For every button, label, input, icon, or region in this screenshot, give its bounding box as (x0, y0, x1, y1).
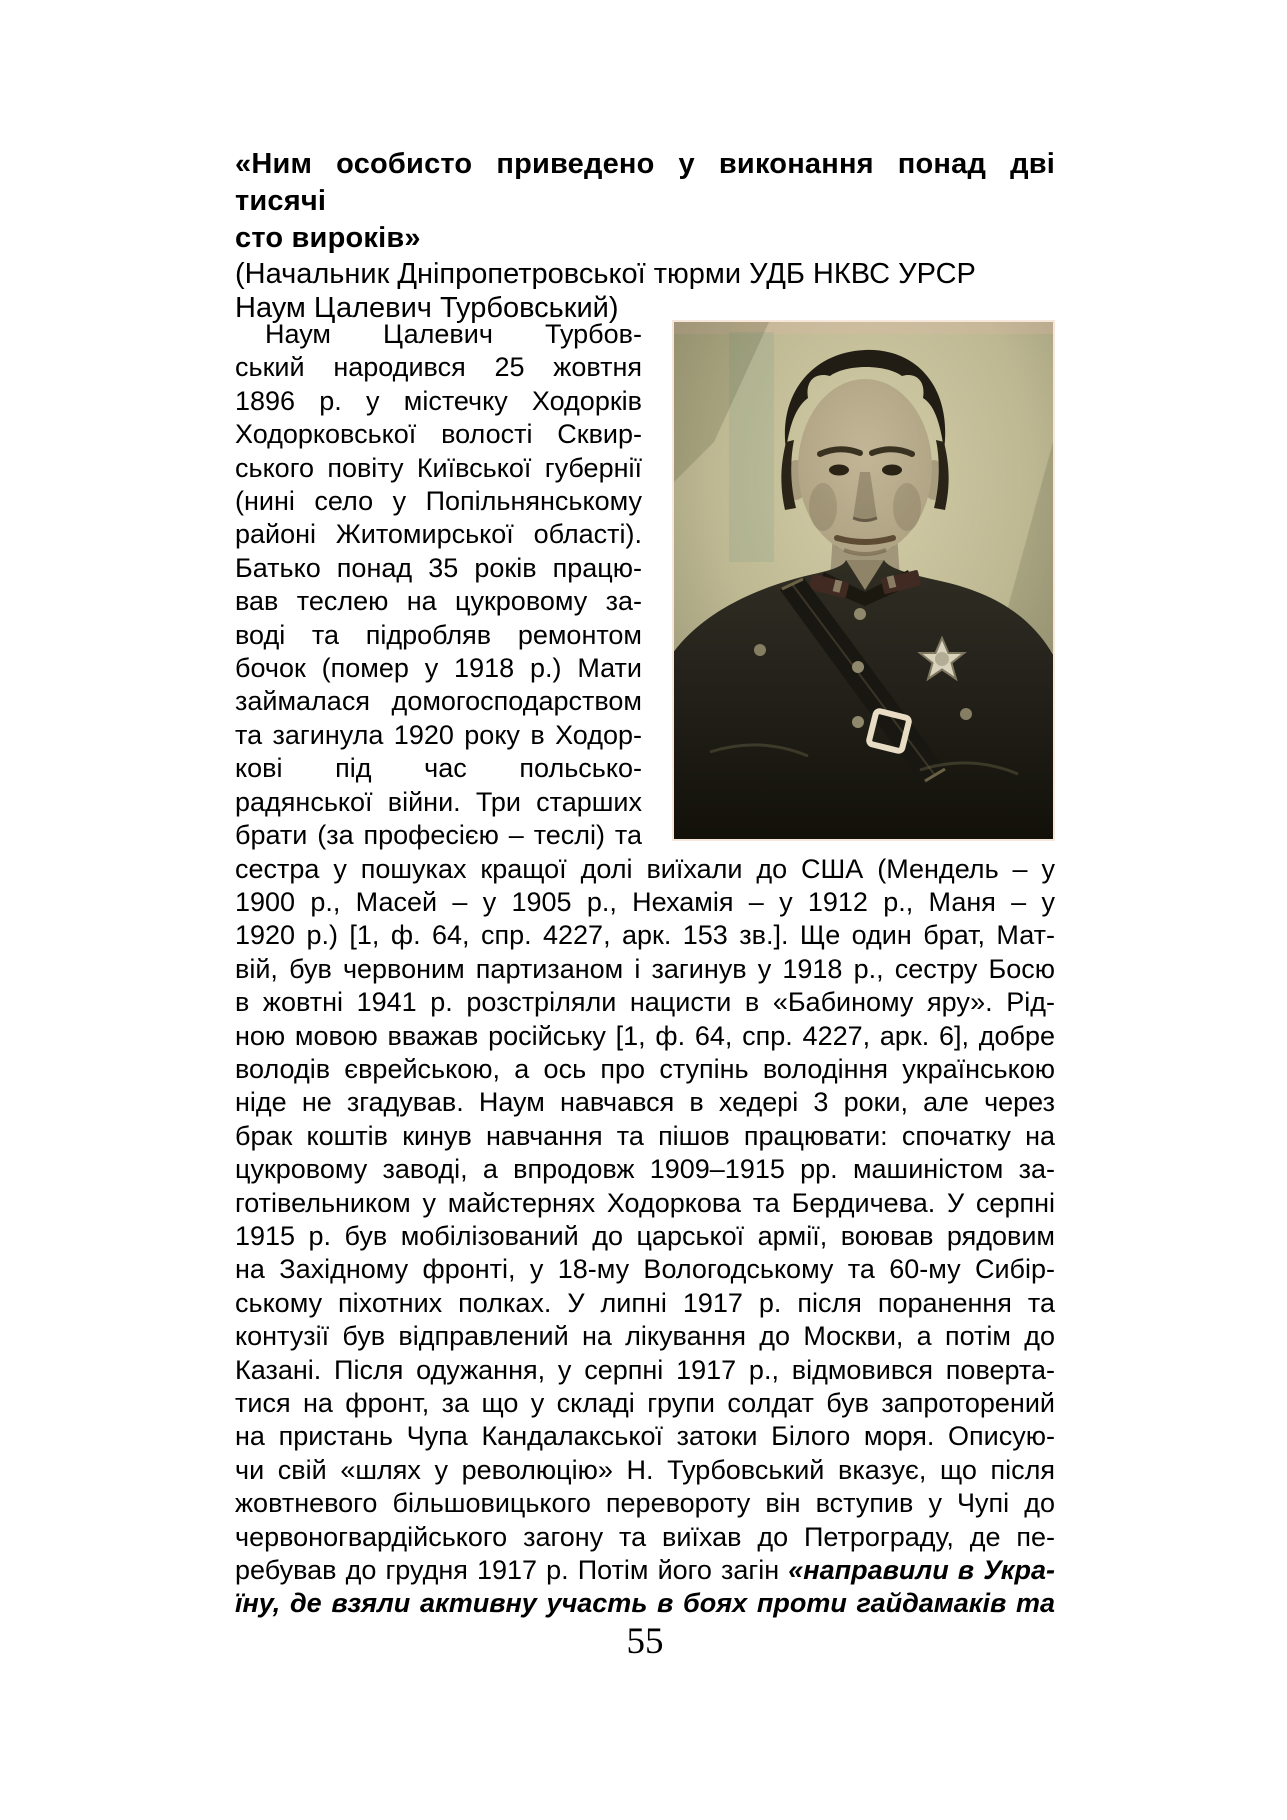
portrait-photo (672, 320, 1055, 841)
text-line: сестра у пошуках кращої долі виїхали до США (Мендель – у (235, 853, 1055, 884)
text-line: ського повіту Київської губернії (235, 452, 642, 483)
text-line: Наум Цалевич Турбов- (265, 319, 642, 349)
text-line: радянської війни. Три старших (235, 786, 642, 817)
text-line: на Західному фронті, у 18-му Вологодському та 60-му Сибір- (235, 1254, 1055, 1285)
page-number: 55 (626, 1621, 664, 1662)
text-line: (нині село у Попільнянському (235, 486, 642, 517)
text-line: тися на фронт, за що у складі групи солдат був запроторений (235, 1388, 1055, 1418)
text-line: ною мовою вважав російську [1, ф. 64, спр. 4227, арк. 6], добре (235, 1020, 1055, 1051)
text-line: ніде не згадував. Наум навчався в хедері 3 роки, але через (235, 1087, 1055, 1118)
text-line: 1915 р. був мобілізований до царської армії, воював рядовим (235, 1220, 1055, 1251)
text-line: кові під час польсько- (235, 753, 642, 784)
page-title-line-2: сто вироків» (235, 222, 421, 254)
text-line: володів єврейською, а ось про ступінь володіння українською (235, 1053, 1055, 1084)
text-line: 1920 р.) [1, ф. 64, спр. 4227, арк. 153 зв.]. Ще один брат, Мат- (235, 920, 1055, 951)
text-line: районі Житомирської області). (235, 519, 642, 550)
text-line: вій, був червоним партизаном і загинув у 1918 р., сестру Босю (235, 953, 1055, 984)
text-line: вав теслею на цукровому за- (235, 586, 642, 617)
text-line: жовтневого більшовицького перевороту він вступив у Чупі до (235, 1488, 1055, 1519)
text-line: ребував до грудня 1917 р. Потім його загін «направили в Укра- (235, 1555, 1055, 1586)
article-body (235, 318, 1055, 1621)
text-line: на пристань Чупа Кандалакської затоки Білого моря. Описую- (235, 1421, 1055, 1452)
text-line: бочок (помер у 1918 р.) Мати (235, 653, 642, 684)
page-subtitle-line-1: (Начальник Дніпропетровської тюрми УДБ НКВС УРСР (235, 258, 976, 290)
text-line: чи свій «шлях у революцію» Н. Турбовський вказує, що після (235, 1454, 1055, 1485)
page-title-line-1: «Ним особисто приведено у виконання понад дві тисячі (235, 148, 1055, 217)
text-line: Ходорковської волості Сквир- (235, 419, 642, 450)
portrait-illustration (674, 322, 1053, 839)
text-line: в жовтні 1941 р. розстріляли нацисти в «Бабиному яру». Рід- (235, 987, 1055, 1018)
text-line: їну, де взяли активну участь в боях проти гайдамаків та (235, 1588, 1055, 1619)
text-line: 1900 р., Масей – у 1905 р., Нехамія – у 1912 р., Маня – у (235, 886, 1055, 917)
text-line: брати (за професією – теслі) та (235, 820, 642, 851)
text-line: Казані. Після одужання, у серпні 1917 р., відмовився поверта- (235, 1354, 1055, 1385)
text-line: займалася домогосподарством (235, 686, 642, 717)
chapter-header (235, 146, 1055, 325)
text-line: ський народився 25 жовтня (235, 352, 642, 383)
page-subtitle-line-2: Наум Цалевич Турбовський) (235, 292, 619, 324)
text-line: червоногвардійського загону та виїхав до Петрограду, де пе- (235, 1521, 1055, 1552)
text-line: цукровому заводі, а впродовж 1909–1915 рр. машиністом за- (235, 1154, 1055, 1185)
text-line: ському піхотних полках. У липні 1917 р. після поранення та (235, 1287, 1055, 1318)
text-line: контузії був відправлений на лікування до Москви, а потім до (235, 1321, 1055, 1352)
text-line: готівельником у майстернях Ходоркова та Бердичева. У серпні (235, 1187, 1055, 1218)
text-line: воді та підробляв ремонтом (235, 619, 642, 650)
text-line: брак коштів кинув навчання та пішов працювати: спочатку на (235, 1120, 1055, 1151)
text-line: та загинула 1920 року в Ходор- (235, 719, 642, 750)
text-line: 1896 р. у містечку Ходорків (235, 385, 642, 416)
text-line: Батько понад 35 років працю- (235, 552, 642, 583)
